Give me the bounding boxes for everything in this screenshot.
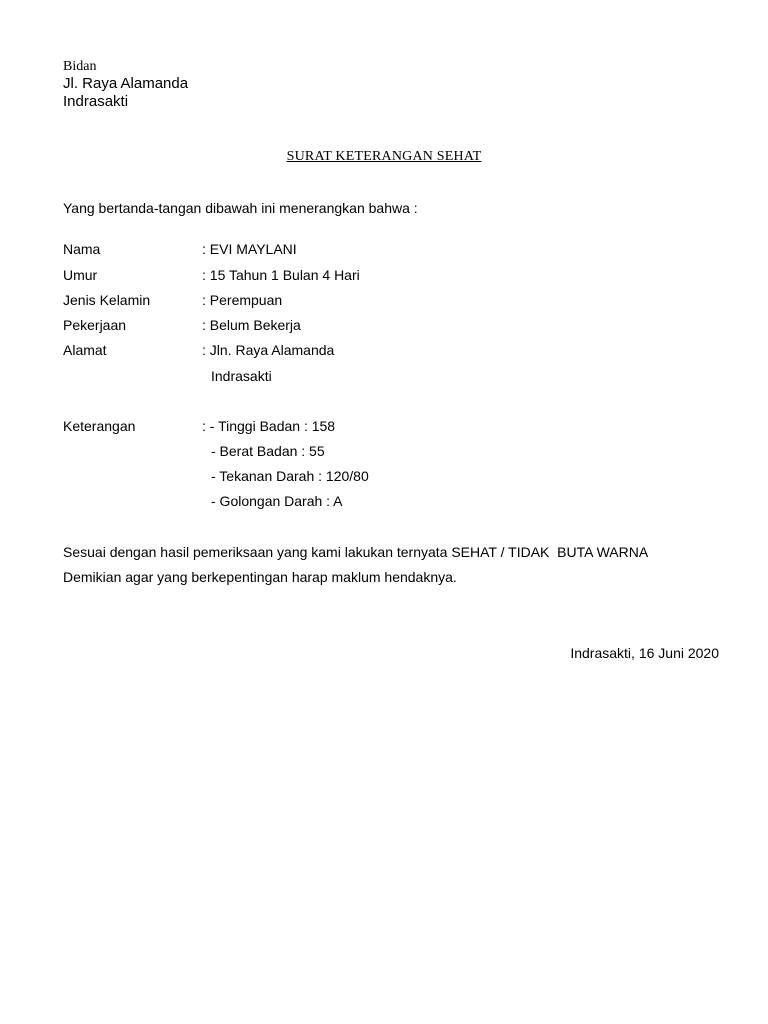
field-label-umur: Umur bbox=[63, 267, 98, 283]
keterangan-item-berat-badan: - Berat Badan : 55 bbox=[211, 443, 325, 459]
document-title: SURAT KETERANGAN SEHAT bbox=[286, 149, 482, 164]
keterangan-item-tekanan-darah: - Tekanan Darah : 120/80 bbox=[211, 468, 369, 484]
closing-text: Demikian agar yang berkepentingan harap maklum hendaknya. bbox=[63, 569, 457, 585]
field-label-jenis-kelamin: Jenis Kelamin bbox=[63, 292, 151, 308]
field-value-pekerjaan: : Belum Bekerja bbox=[202, 317, 301, 333]
field-value-nama: : EVI MAYLANI bbox=[202, 241, 297, 257]
field-value-alamat: : Jln. Raya Alamanda bbox=[202, 342, 335, 358]
keterangan-item-golongan-darah: - Golongan Darah : A bbox=[211, 493, 343, 509]
field-value-jenis-kelamin: : Perempuan bbox=[202, 292, 283, 308]
keterangan-item-tinggi-badan: : - Tinggi Badan : 158 bbox=[202, 418, 336, 434]
place-date: Indrasakti, 16 Juni 2020 bbox=[570, 645, 719, 661]
header-title: Bidan bbox=[63, 59, 97, 74]
field-value-umur: : 15 Tahun 1 Bulan 4 Hari bbox=[202, 267, 360, 283]
intro-text: Yang bertanda-tangan dibawah ini menerangkan bahwa : bbox=[63, 200, 418, 216]
field-label-keterangan: Keterangan bbox=[63, 418, 136, 434]
field-value-alamat-continued: Indrasakti bbox=[211, 368, 272, 384]
field-label-pekerjaan: Pekerjaan bbox=[63, 317, 127, 333]
field-label-alamat: Alamat bbox=[63, 342, 107, 358]
field-label-nama: Nama bbox=[63, 241, 101, 257]
statement-text: Sesuai dengan hasil pemeriksaan yang kami lakukan ternyata SEHAT / TIDAK BUTA WARNA bbox=[63, 544, 649, 560]
header-city: Indrasakti bbox=[63, 93, 129, 110]
header-address: Jl. Raya Alamanda bbox=[63, 75, 189, 92]
